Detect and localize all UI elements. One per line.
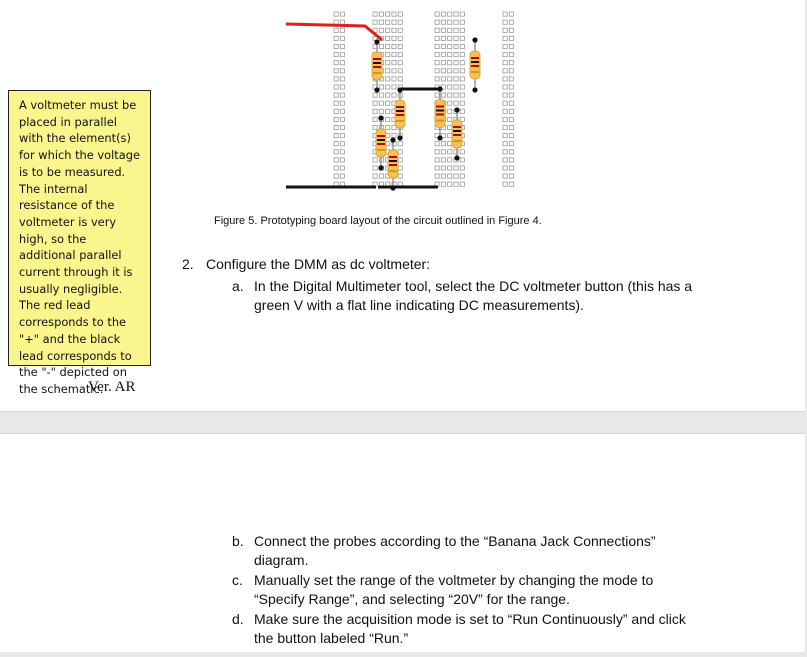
breadboard-hole: [435, 158, 439, 162]
breadboard-hole: [448, 101, 452, 105]
resistor-r6-band: [453, 130, 461, 132]
breadboard-hole: [454, 44, 458, 48]
breadboard-hole: [460, 150, 464, 154]
breadboard-hole: [460, 85, 464, 89]
breadboard-hole: [373, 166, 377, 170]
breadboard-hole: [441, 12, 445, 16]
breadboard-hole: [379, 28, 383, 32]
breadboard-hole: [454, 28, 458, 32]
breadboard-hole: [386, 28, 390, 32]
breadboard-hole: [334, 117, 338, 121]
breadboard-hole: [334, 12, 338, 16]
resistor-r3-pin: [378, 115, 383, 120]
resistor-r1-pin: [374, 87, 379, 92]
breadboard-hole: [454, 36, 458, 40]
breadboard-hole: [509, 166, 513, 170]
breadboard-hole: [386, 12, 390, 16]
figure-caption: Figure 5. Prototyping board layout of the circuit outlined in Figure 4.: [214, 215, 542, 227]
breadboard-hole: [441, 182, 445, 186]
breadboard-hole: [373, 174, 377, 178]
breadboard-hole: [334, 174, 338, 178]
breadboard-hole: [379, 174, 383, 178]
resistor-r1-band: [373, 62, 381, 64]
resistor-r6-band: [453, 126, 461, 128]
resistor-r7-band: [471, 61, 479, 63]
breadboard-hole: [448, 109, 452, 113]
breadboard-hole: [392, 61, 396, 65]
resistor-r5-band: [436, 120, 444, 122]
breadboard-hole: [435, 142, 439, 146]
breadboard-hole: [509, 101, 513, 105]
breadboard-hole: [340, 36, 344, 40]
breadboard-hole: [435, 53, 439, 57]
breadboard-hole: [509, 44, 513, 48]
breadboard-hole: [454, 85, 458, 89]
breadboard-hole: [435, 36, 439, 40]
breadboard-hole: [503, 85, 507, 89]
breadboard-hole: [509, 20, 513, 24]
step-2-number: 2.: [182, 256, 194, 272]
breadboard-hole: [454, 182, 458, 186]
breadboard-hole: [503, 125, 507, 129]
resistor-r1-pin: [374, 39, 379, 44]
breadboard-hole: [454, 12, 458, 16]
step-2-text: Configure the DMM as dc voltmeter:: [206, 256, 431, 272]
breadboard-hole: [398, 166, 402, 170]
breadboard-hole: [435, 12, 439, 16]
breadboard-hole: [334, 150, 338, 154]
resistor-r5-pin: [437, 135, 442, 140]
breadboard-hole: [386, 93, 390, 97]
breadboard-hole: [340, 166, 344, 170]
breadboard-hole: [398, 44, 402, 48]
breadboard-hole: [398, 28, 402, 32]
breadboard-hole: [392, 44, 396, 48]
breadboard-hole: [334, 134, 338, 138]
breadboard-hole: [340, 53, 344, 57]
breadboard-hole: [509, 69, 513, 73]
breadboard-hole: [441, 93, 445, 97]
breadboard-hole: [454, 69, 458, 73]
breadboard-hole: [448, 182, 452, 186]
resistor-r1-band: [373, 66, 381, 68]
breadboard-hole: [386, 20, 390, 24]
resistor-r2-band: [396, 120, 404, 122]
breadboard-hole: [340, 134, 344, 138]
resistor-r3-band: [377, 143, 385, 145]
breadboard-hole: [435, 93, 439, 97]
sidebar-note: A voltmeter must be placed in parallel with the element(s) for which the voltage is to be measured. The internal resistance of the voltmeter is very high, so the additional parallel current through it is usually negligible. The red lead corresponds to the "+" and the black lead corresponds to the "-" depicted on the schematic.: [8, 90, 151, 366]
resistor-r4-pin: [390, 137, 395, 142]
breadboard-hole: [460, 69, 464, 73]
breadboard-hole: [460, 20, 464, 24]
breadboard-hole: [340, 158, 344, 162]
breadboard-hole: [340, 77, 344, 81]
breadboard-hole: [503, 174, 507, 178]
breadboard-hole: [448, 61, 452, 65]
breadboard-hole: [435, 69, 439, 73]
substep-c-label: c.: [232, 572, 243, 588]
breadboard-hole: [435, 20, 439, 24]
resistor-r7-band: [471, 57, 479, 59]
substep-c-text: Manually set the range of the voltmeter by changing the mode to “Specify Range”, and selecting “20V” for the range.: [254, 572, 654, 607]
breadboard-hole: [460, 36, 464, 40]
breadboard-hole: [340, 44, 344, 48]
breadboard-hole: [441, 44, 445, 48]
breadboard-hole: [448, 36, 452, 40]
breadboard-hole: [340, 174, 344, 178]
resistor-r5-band: [436, 106, 444, 108]
breadboard-hole: [448, 174, 452, 178]
breadboard-hole: [398, 142, 402, 146]
breadboard-hole: [448, 53, 452, 57]
breadboard-hole: [509, 182, 513, 186]
breadboard-hole: [509, 134, 513, 138]
breadboard-hole: [448, 158, 452, 162]
breadboard-hole: [340, 20, 344, 24]
breadboard-hole: [441, 20, 445, 24]
breadboard-hole: [392, 28, 396, 32]
breadboard-hole: [392, 93, 396, 97]
breadboard-hole: [340, 12, 344, 16]
breadboard-hole: [509, 142, 513, 146]
breadboard-hole: [448, 125, 452, 129]
breadboard-hole: [379, 93, 383, 97]
breadboard-hole: [509, 12, 513, 16]
resistor-r3-pin: [378, 165, 383, 170]
resistor-r7-pin: [472, 37, 477, 42]
breadboard-hole: [503, 36, 507, 40]
breadboard-hole: [386, 44, 390, 48]
breadboard-hole: [386, 69, 390, 73]
breadboard-hole: [373, 12, 377, 16]
breadboard-hole: [454, 101, 458, 105]
breadboard-hole: [398, 36, 402, 40]
breadboard-hole: [392, 12, 396, 16]
breadboard-hole: [392, 36, 396, 40]
breadboard-hole: [448, 12, 452, 16]
breadboard-hole: [340, 117, 344, 121]
breadboard-hole: [334, 142, 338, 146]
breadboard-hole: [503, 44, 507, 48]
breadboard-hole: [448, 142, 452, 146]
breadboard-hole: [460, 77, 464, 81]
resistor-r4-band: [389, 164, 397, 166]
breadboard-hole: [386, 77, 390, 81]
resistor-r4-band: [389, 156, 397, 158]
breadboard-hole: [398, 174, 402, 178]
breadboard-hole: [503, 28, 507, 32]
breadboard-figure: [0, 0, 805, 215]
resistor-r6-pin: [454, 107, 459, 112]
breadboard-hole: [398, 61, 402, 65]
breadboard-hole: [392, 134, 396, 138]
breadboard-hole: [392, 69, 396, 73]
breadboard-hole: [334, 93, 338, 97]
breadboard-hole: [454, 53, 458, 57]
breadboard-hole: [392, 20, 396, 24]
breadboard-hole: [386, 117, 390, 121]
breadboard-hole: [503, 166, 507, 170]
breadboard-hole: [373, 125, 377, 129]
breadboard-hole: [454, 77, 458, 81]
resistor-r2-band: [396, 106, 404, 108]
breadboard-hole: [441, 53, 445, 57]
breadboard-hole: [398, 20, 402, 24]
breadboard-hole: [460, 12, 464, 16]
breadboard-hole: [509, 36, 513, 40]
resistor-r6-band: [453, 134, 461, 136]
breadboard-hole: [379, 85, 383, 89]
substep-d-label: d.: [232, 611, 244, 627]
resistor-r4-band: [389, 170, 397, 172]
breadboard-hole: [448, 69, 452, 73]
breadboard-hole: [503, 61, 507, 65]
breadboard-hole: [435, 166, 439, 170]
breadboard-hole: [460, 61, 464, 65]
resistor-r1-band: [373, 58, 381, 60]
breadboard-hole: [441, 174, 445, 178]
breadboard-hole: [448, 44, 452, 48]
resistor-r7-pin: [472, 87, 477, 92]
resistor-r3-band: [377, 135, 385, 137]
resistor-r5-pin: [437, 86, 442, 91]
breadboard-hole: [386, 36, 390, 40]
breadboard-hole: [340, 109, 344, 113]
breadboard-hole: [448, 166, 452, 170]
breadboard-hole: [340, 142, 344, 146]
breadboard-hole: [441, 36, 445, 40]
version-label: Ver. AR: [88, 379, 136, 395]
breadboard-hole: [509, 158, 513, 162]
breadboard-hole: [435, 77, 439, 81]
breadboard-hole: [509, 117, 513, 121]
breadboard-hole: [435, 150, 439, 154]
breadboard-hole: [454, 20, 458, 24]
breadboard-hole: [503, 53, 507, 57]
breadboard-hole: [448, 93, 452, 97]
breadboard-hole: [460, 53, 464, 57]
breadboard-hole: [509, 77, 513, 81]
breadboard-hole: [435, 44, 439, 48]
breadboard-hole: [373, 93, 377, 97]
breadboard-hole: [441, 77, 445, 81]
breadboard-hole: [398, 158, 402, 162]
breadboard-hole: [379, 20, 383, 24]
breadboard-hole: [398, 12, 402, 16]
resistor-r3-band: [377, 139, 385, 141]
breadboard-hole: [373, 20, 377, 24]
substep-a-label: a.: [232, 278, 244, 294]
breadboard-hole: [448, 134, 452, 138]
breadboard-hole: [334, 109, 338, 113]
breadboard-hole: [448, 20, 452, 24]
substep-d-text: Make sure the acquisition mode is set to “Run Continuously” and click the button labeled “Run.”: [254, 611, 686, 646]
breadboard-hole: [509, 53, 513, 57]
breadboard-hole: [460, 44, 464, 48]
substep-b-text: Connect the probes according to the “Banana Jack Connections” diagram.: [254, 533, 656, 568]
breadboard-hole: [392, 53, 396, 57]
breadboard-hole: [441, 166, 445, 170]
breadboard-hole: [398, 77, 402, 81]
breadboard-hole: [334, 77, 338, 81]
breadboard-hole: [460, 101, 464, 105]
breadboard-hole: [454, 61, 458, 65]
breadboard-hole: [503, 109, 507, 113]
breadboard-hole: [398, 69, 402, 73]
resistor-r2-band: [396, 110, 404, 112]
breadboard-hole: [509, 174, 513, 178]
breadboard-hole: [509, 93, 513, 97]
breadboard-hole: [460, 109, 464, 113]
breadboard-hole: [392, 85, 396, 89]
breadboard-hole: [386, 125, 390, 129]
breadboard-hole: [379, 12, 383, 16]
breadboard-hole: [379, 44, 383, 48]
breadboard-hole: [386, 109, 390, 113]
breadboard-hole: [460, 182, 464, 186]
breadboard-hole: [448, 150, 452, 154]
breadboard-hole: [373, 117, 377, 121]
breadboard-hole: [340, 69, 344, 73]
breadboard-hole: [509, 28, 513, 32]
breadboard-hole: [441, 158, 445, 162]
breadboard-hole: [503, 12, 507, 16]
breadboard-hole: [334, 44, 338, 48]
breadboard-hole: [509, 109, 513, 113]
breadboard-hole: [503, 158, 507, 162]
breadboard-hole: [460, 28, 464, 32]
breadboard-hole: [503, 69, 507, 73]
resistor-r4-pin: [390, 185, 395, 190]
substep-b-label: b.: [232, 533, 244, 549]
substep-a-text: In the Digital Multimeter tool, select the DC voltmeter button (this has a green V with a flat line indicating DC measurements).: [254, 278, 693, 313]
breadboard-hole: [386, 85, 390, 89]
resistor-r2-pin: [397, 135, 402, 140]
resistor-r1-band: [373, 72, 381, 74]
breadboard-hole: [503, 134, 507, 138]
resistor-r7-band: [471, 65, 479, 67]
breadboard-hole: [460, 158, 464, 162]
breadboard-hole: [373, 101, 377, 105]
breadboard-hole: [460, 93, 464, 97]
breadboard-hole: [441, 28, 445, 32]
breadboard-hole: [334, 28, 338, 32]
breadboard-hole: [454, 93, 458, 97]
breadboard-hole: [392, 77, 396, 81]
breadboard-hole: [340, 125, 344, 129]
breadboard-hole: [503, 117, 507, 121]
breadboard-hole: [503, 150, 507, 154]
breadboard-hole: [503, 77, 507, 81]
breadboard-hole: [340, 61, 344, 65]
resistor-r5-band: [436, 114, 444, 116]
breadboard-hole: [334, 53, 338, 57]
breadboard-hole: [334, 36, 338, 40]
breadboard-hole: [448, 85, 452, 89]
breadboard-hole: [373, 109, 377, 113]
breadboard-hole: [340, 150, 344, 154]
resistor-r6-pin: [454, 155, 459, 160]
breadboard-hole: [334, 166, 338, 170]
breadboard-hole: [398, 150, 402, 154]
breadboard-hole: [441, 61, 445, 65]
breadboard-hole: [334, 69, 338, 73]
breadboard-hole: [340, 28, 344, 32]
breadboard-hole: [373, 158, 377, 162]
document-page-2: [0, 433, 805, 652]
breadboard-hole: [379, 101, 383, 105]
breadboard-hole: [334, 85, 338, 89]
breadboard-hole: [340, 93, 344, 97]
breadboard-hole: [503, 101, 507, 105]
resistor-r5-band: [436, 110, 444, 112]
breadboard-hole: [454, 166, 458, 170]
breadboard-hole: [460, 166, 464, 170]
breadboard-hole: [386, 61, 390, 65]
breadboard-hole: [334, 20, 338, 24]
resistor-r3-band: [377, 149, 385, 151]
breadboard-hole: [441, 142, 445, 146]
breadboard-hole: [503, 142, 507, 146]
breadboard-hole: [448, 77, 452, 81]
resistor-r4-band: [389, 160, 397, 162]
breadboard-hole: [460, 174, 464, 178]
breadboard-hole: [386, 53, 390, 57]
breadboard-hole: [334, 61, 338, 65]
breadboard-hole: [509, 150, 513, 154]
breadboard-hole: [448, 117, 452, 121]
breadboard-hole: [386, 101, 390, 105]
breadboard-hole: [435, 61, 439, 65]
breadboard-hole: [340, 85, 344, 89]
resistor-r2-pin: [397, 87, 402, 92]
breadboard-hole: [454, 174, 458, 178]
breadboard-hole: [334, 101, 338, 105]
breadboard-hole: [379, 109, 383, 113]
breadboard-hole: [503, 182, 507, 186]
breadboard-hole: [503, 20, 507, 24]
breadboard-hole: [509, 61, 513, 65]
resistor-r6-band: [453, 140, 461, 142]
breadboard-hole: [340, 101, 344, 105]
breadboard-hole: [441, 150, 445, 154]
breadboard-hole: [441, 69, 445, 73]
breadboard-hole: [448, 28, 452, 32]
breadboard-hole: [435, 174, 439, 178]
breadboard-hole: [503, 93, 507, 97]
breadboard-hole: [334, 125, 338, 129]
resistor-r7-band: [471, 71, 479, 73]
breadboard-hole: [435, 28, 439, 32]
resistor-r2-band: [396, 114, 404, 116]
breadboard-hole: [509, 125, 513, 129]
breadboard-hole: [334, 158, 338, 162]
breadboard-hole: [398, 53, 402, 57]
breadboard-hole: [509, 85, 513, 89]
